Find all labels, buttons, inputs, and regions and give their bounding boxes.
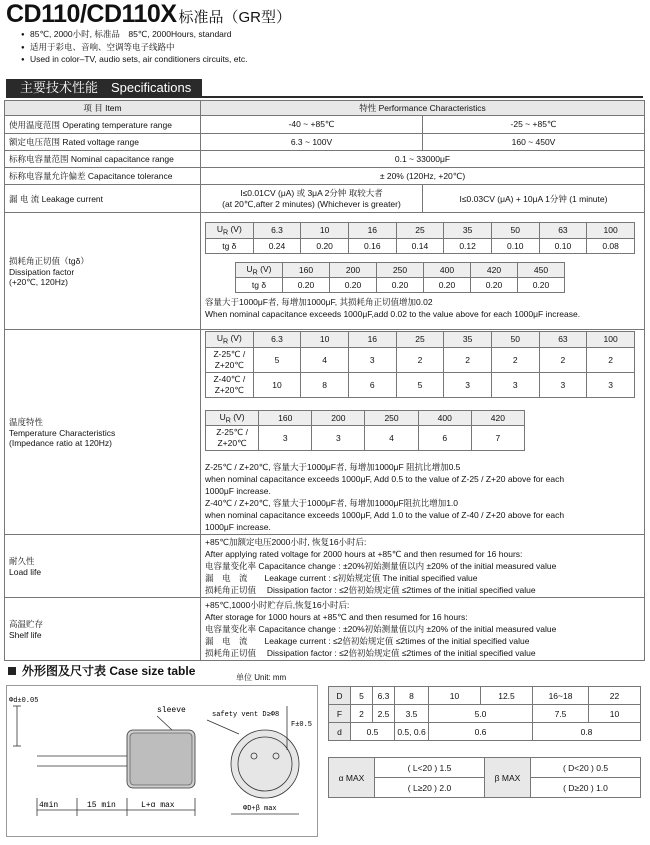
sleeve-label: sleeve — [157, 706, 186, 715]
row-label: 标称电容量范围 Nominal capacitance range — [5, 151, 201, 168]
note: Z-40℃ / Z+20℃, 容量大于1000μF者, 每增加1000μF阻抗比增加1.0 — [205, 498, 459, 509]
note: 1000μF increase. — [205, 522, 271, 533]
cell: 0.6 — [429, 723, 533, 741]
label-line: (+20℃, 120Hz) — [9, 276, 68, 287]
voltage-header: $U_R$ (V) — [236, 262, 283, 278]
note: 电容量变化率 Capacitance change : ±20%初始测量值以内 ±20% of the initial measured value — [205, 561, 557, 572]
cell: 0.1 ~ 33000μF — [201, 151, 645, 168]
cell: 3 — [312, 426, 365, 451]
page-subtitle: 标准品（GR型） — [178, 9, 292, 26]
cell: 16 — [348, 222, 396, 238]
capacitor-diagram — [7, 686, 317, 836]
vent-label: safety vent D≥Φ8 — [212, 711, 280, 719]
page-title: CD110/CD110X 标准品（GR型） — [6, 0, 292, 28]
cell: 2 — [491, 347, 539, 372]
cell: 0.10 — [491, 238, 539, 253]
note: 电容量变化率 Capacitance change : ±20%初始测量值以内 ±20% of the initial measured value — [205, 624, 557, 635]
shelf-life-cell — [201, 598, 645, 661]
row-label — [5, 535, 201, 598]
section-header: 主要技术性能 Specifications — [6, 79, 202, 97]
cell: 100 — [587, 332, 635, 348]
cell: ± 20% (120Hz, +20℃) — [201, 168, 645, 185]
cell: d — [329, 723, 351, 741]
cell — [201, 185, 423, 213]
cell: 0.5, 0.6 — [395, 723, 429, 741]
cell: 160 — [259, 410, 312, 426]
row-label: 漏 电 流 Leakage current — [5, 185, 201, 213]
row-label — [5, 330, 201, 535]
unit-label: 单位 Unit: mm — [236, 673, 287, 682]
label-line: Dissipation factor — [9, 266, 75, 277]
cell: 0.14 — [396, 238, 444, 253]
note: When nominal capacitance exceeds 1000μF,add 0.02 to the value above for each 1000μF increase. — [205, 309, 581, 320]
cell: 10 — [301, 332, 349, 348]
cell-line: (at 20℃,after 2 minutes) (Whichever is greater) — [222, 199, 401, 209]
note: 容量大于1000μF者, 每增加1000μF, 其损耗角正切值增加0.02 — [205, 297, 433, 308]
cell: 0.20 — [471, 278, 518, 293]
body-length-label: L+α max — [141, 801, 175, 810]
cell: 3 — [491, 372, 539, 397]
cell: 2 — [444, 347, 492, 372]
cell: 25 — [396, 332, 444, 348]
row-label: 标称电容量允许偏差 Capacitance tolerance — [5, 168, 201, 185]
note: when nominal capacitance exceeds 1000μF, Add 0.5 to the value of Z-25 / Z+20 above for each — [205, 474, 565, 485]
cell: 6 — [348, 372, 396, 397]
cell: 160 ~ 450V — [423, 134, 645, 151]
section-divider — [6, 96, 643, 98]
row-label: 使用温度范围 Operating temperature range — [5, 116, 201, 134]
note: 损耗角正切值 Dissipation factor : ≤2倍初始规定值 ≤2times of the initial specified value — [205, 585, 536, 596]
cell: 10 — [253, 372, 301, 397]
cell: β MAX — [485, 758, 531, 798]
dimension-table — [328, 686, 641, 741]
note: 损耗角正切值 Dissipation factor : ≤2倍初始规定值 ≤2times of the initial specified value — [205, 648, 536, 659]
label-line: Shelf life — [9, 630, 42, 641]
cell: 2 — [396, 347, 444, 372]
cell: 5.0 — [429, 705, 533, 723]
label-line: 高温贮存 — [9, 619, 44, 630]
cell: 2 — [351, 705, 373, 723]
cell: 0.20 — [283, 278, 330, 293]
cell: 8 — [395, 687, 429, 705]
cell: 400 — [424, 262, 471, 278]
cell: 63 — [539, 332, 587, 348]
cell: 3 — [444, 372, 492, 397]
cell: 3 — [259, 426, 312, 451]
diameter-label: ΦD+β max — [243, 805, 277, 813]
cell: 200 — [330, 262, 377, 278]
feature-item: ● Used in color–TV, audio sets, air conditioners circuits, etc. — [30, 53, 247, 66]
cell: 10 — [589, 705, 641, 723]
impedance-table-low — [205, 331, 635, 398]
cell: Z-25℃ / Z+20℃ — [206, 347, 254, 372]
alpha-beta-table — [328, 757, 641, 798]
cell: 6.3 — [253, 332, 301, 348]
cell: 4 — [365, 426, 418, 451]
note: when nominal capacitance exceeds 1000μF, Add 1.0 to the value of Z-40 / Z+20 above for each — [205, 510, 565, 521]
lead-dia-label: Φd±0.05 — [9, 697, 39, 705]
cell: 0.5 — [351, 723, 395, 741]
cell: 5 — [253, 347, 301, 372]
cell: 7.5 — [533, 705, 589, 723]
cell: 8 — [301, 372, 349, 397]
cell: 0.8 — [533, 723, 641, 741]
cell: ( L<20 ) 1.5 — [375, 758, 485, 778]
cell: 22 — [589, 687, 641, 705]
label-line: Temperature Characteristics — [9, 428, 116, 439]
cell: 50 — [491, 222, 539, 238]
cell: -40 ~ +85℃ — [201, 116, 423, 134]
cell: Z-25℃ / Z+20℃ — [206, 426, 259, 451]
voltage-header: $U_R$ (V) — [206, 332, 254, 348]
cell: ( D<20 ) 0.5 — [531, 758, 641, 778]
cell: F — [329, 705, 351, 723]
cell: 3 — [539, 372, 587, 397]
lead-length-label: 15 min — [87, 801, 116, 810]
cell: tg δ — [236, 278, 283, 293]
spec-table — [4, 100, 645, 661]
cell: α MAX — [329, 758, 375, 798]
lead-min-label: 4min — [39, 801, 59, 810]
cell: 250 — [365, 410, 418, 426]
cell: 100 — [587, 222, 635, 238]
cell: 6.3 — [253, 222, 301, 238]
cell: 3 — [348, 347, 396, 372]
cell: 6.3 — [373, 687, 395, 705]
cell: 12.5 — [481, 687, 533, 705]
cell: D — [329, 687, 351, 705]
voltage-header: $U_R$ (V) — [206, 410, 259, 426]
cell: 0.24 — [253, 238, 301, 253]
cell: 3 — [587, 372, 635, 397]
cell: 0.10 — [539, 238, 587, 253]
cell: 6.3 ~ 100V — [201, 134, 423, 151]
cell: 5 — [351, 687, 373, 705]
label-line: 耐久性 — [9, 556, 35, 567]
impedance-table-high — [205, 410, 525, 452]
cell: 7 — [471, 426, 524, 451]
temperature-cell — [201, 330, 645, 535]
voltage-header: $U_R$ (V) — [206, 222, 254, 238]
note: 漏 电 流 Leakage current : ≤初始规定值 The initial specified value — [205, 573, 478, 584]
cell: 4 — [301, 347, 349, 372]
cell: 50 — [491, 332, 539, 348]
cell: 10 — [301, 222, 349, 238]
cell: 0.20 — [377, 278, 424, 293]
cell: -25 ~ +85℃ — [423, 116, 645, 134]
cell: 0.20 — [330, 278, 377, 293]
note: After applying rated voltage for 2000 hours at +85℃ and then resumed for 16 hours: — [205, 549, 523, 560]
cell: 0.20 — [301, 238, 349, 253]
row-label: 额定电压范围 Rated voltage range — [5, 134, 201, 151]
label-line: Load life — [9, 567, 42, 578]
cell: 16 — [348, 332, 396, 348]
feature-item: ● 85℃, 2000小时, 标准品 85℃, 2000Hours, standard — [30, 28, 247, 41]
bullet-square-icon — [8, 667, 16, 675]
label-line: 损耗角正切值（tgδ） — [9, 255, 89, 266]
cell: 0.20 — [518, 278, 565, 293]
cell: 3.5 — [395, 705, 429, 723]
cell: 0.20 — [424, 278, 471, 293]
cell: 420 — [471, 410, 524, 426]
feature-list — [30, 28, 247, 66]
cell: 2 — [539, 347, 587, 372]
cell: 16~18 — [533, 687, 589, 705]
cell: 400 — [418, 410, 471, 426]
label-line: (Impedance ratio at 120Hz) — [9, 438, 112, 449]
note: 1000μF increase. — [205, 486, 271, 497]
cell: 420 — [471, 262, 518, 278]
note: +85℃加额定电压2000小时, 恢复16小时后: — [205, 537, 367, 548]
cell-line: I≤0.01CV (μA) 或 3μA 2分钟 取较大者 — [240, 188, 383, 198]
cell: 5 — [396, 372, 444, 397]
df-table-high — [235, 262, 565, 294]
header-item: 项 目 Item — [5, 101, 201, 116]
cell: 63 — [539, 222, 587, 238]
label-line: 温度特性 — [9, 417, 44, 428]
cell: I≤0.03CV (μA) + 10μA 1分钟 (1 minute) — [423, 185, 645, 213]
note: After storage for 1000 hours at +85℃ and then resumed for 16 hours: — [205, 612, 468, 623]
cell: Z-40℃ / Z+20℃ — [206, 372, 254, 397]
row-label — [5, 598, 201, 661]
cell: 35 — [444, 332, 492, 348]
cell: 0.08 — [587, 238, 635, 253]
cell: ( D≥20 ) 1.0 — [531, 778, 641, 798]
cell: 200 — [312, 410, 365, 426]
row-label — [5, 213, 201, 330]
cell: 2.5 — [373, 705, 395, 723]
case-size-heading: 外形图及尺寸表 Case size table — [8, 662, 195, 679]
cell: 10 — [429, 687, 481, 705]
cell: 450 — [518, 262, 565, 278]
cell: ( L≥20 ) 2.0 — [375, 778, 485, 798]
cell: tg δ — [206, 238, 254, 253]
header-performance: 特性 Performance Characteristics — [201, 101, 645, 116]
cell: 250 — [377, 262, 424, 278]
note: Z-25℃ / Z+20℃, 容量大于1000μF者, 每增加1000μF 阻抗比增加0.5 — [205, 462, 461, 473]
cell: 0.16 — [348, 238, 396, 253]
df-table-low — [205, 222, 635, 254]
dimension-drawing — [6, 685, 318, 837]
cell: 2 — [587, 347, 635, 372]
cell: 25 — [396, 222, 444, 238]
load-life-cell — [201, 535, 645, 598]
note: 漏 电 流 Leakage current : ≤2倍初始规定值 ≤2times of the initial specified value — [205, 636, 530, 647]
note: +85℃,1000小时贮存后,恢复16小时后: — [205, 600, 350, 611]
cell: 6 — [418, 426, 471, 451]
dissipation-cell — [201, 213, 645, 330]
cell: 0.12 — [444, 238, 492, 253]
feature-item: ● 适用于彩电、音响、空调等电子线路中 — [30, 41, 247, 54]
f-label: F±0.5 — [291, 721, 313, 729]
cell: 160 — [283, 262, 330, 278]
cell: 35 — [444, 222, 492, 238]
